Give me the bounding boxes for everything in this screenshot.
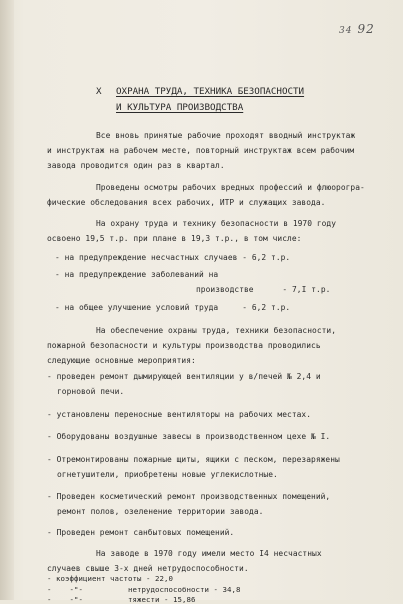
page-binding-edge — [0, 0, 14, 600]
archive-page: 92 — [357, 22, 375, 36]
list-item-continued: ремонт полов, озеленение территории завода. — [57, 507, 264, 516]
section-heading — [96, 84, 304, 116]
list-item: - Оборудованы воздушные завесы в производственном цехе № I. — [47, 432, 331, 441]
list-item-continued: производстве - 7,I т.р. — [196, 285, 331, 294]
paragraph-line: На охрану труда и технику безопасности в 1970 году — [96, 219, 337, 228]
archive-prefix: 34 — [339, 26, 353, 36]
archive-page-number — [339, 22, 375, 36]
list-item: - проведен ремонт дымирующей вентиляции у в/печей № 2,4 и — [47, 372, 321, 381]
section-number: X — [96, 86, 102, 97]
section-title-line2: И КУЛЬТУРА ПРОИЗВОДСТВА — [116, 102, 244, 113]
paragraph-line: завода проводится один раз в квартал. — [47, 161, 225, 170]
statistic-line: - -"- тяжести - 15,86 — [47, 595, 196, 604]
paragraph-line: Все вновь принятые рабочие проходят вводный инструктаж — [96, 131, 356, 140]
list-item: - на общее улучшение условий труда - 6,2 т.р. — [55, 303, 291, 312]
list-item-continued: горновой печи. — [57, 387, 125, 396]
paragraph-line: освоено 19,5 т.р. при плане в 19,3 т.р., в том числе: — [47, 234, 302, 243]
paragraph-line: На обеспечение охраны труда, техники безопасности, — [96, 326, 337, 335]
paragraph-line: случаев свыше 3-х дней нетрудоспособности. — [47, 564, 249, 573]
list-item: - Отремонтированы пожарные щиты, ящики с песком, перезаряжены — [47, 455, 340, 464]
list-item-continued: огнетушители, приобретены новые углекислотные. — [57, 470, 278, 479]
list-item: - Проведен ремонт санбытовых помещений. — [47, 528, 235, 537]
statistic-line: - коэффициент частоты - 22,0 — [47, 574, 173, 583]
section-title-line1: ОХРАНА ТРУДА, ТЕХНИКА БЕЗОПАСНОСТИ — [116, 86, 305, 97]
list-item: - на предупреждение несчастных случаев - 6,2 т.р. — [55, 253, 291, 262]
paragraph-line: следующие основные мероприятия: — [47, 356, 196, 365]
paragraph-line: пожарной безопасности и культуры производства проводились — [47, 341, 321, 350]
paragraph-line: Проведены осмотры рабочих вредных профессий и флюорогра- — [96, 183, 365, 192]
list-item: - на предупреждение заболеваний на — [55, 270, 219, 279]
paragraph-line: фические обследования всех рабочих, ИТР и служащих завода. — [47, 198, 326, 207]
paragraph-line: На заводе в 1970 году имели место I4 несчастных — [96, 549, 322, 558]
list-item: - установлены переносные вентиляторы на рабочих местах. — [47, 410, 312, 419]
paragraph-line: и инструктаж на рабочем месте, повторный инструктаж всем рабочим — [47, 146, 355, 155]
list-item: - Проведен косметический ремонт производственных помещений, — [47, 492, 331, 501]
statistic-line: - -"- нетрудоспособности - 34,8 — [47, 585, 241, 594]
